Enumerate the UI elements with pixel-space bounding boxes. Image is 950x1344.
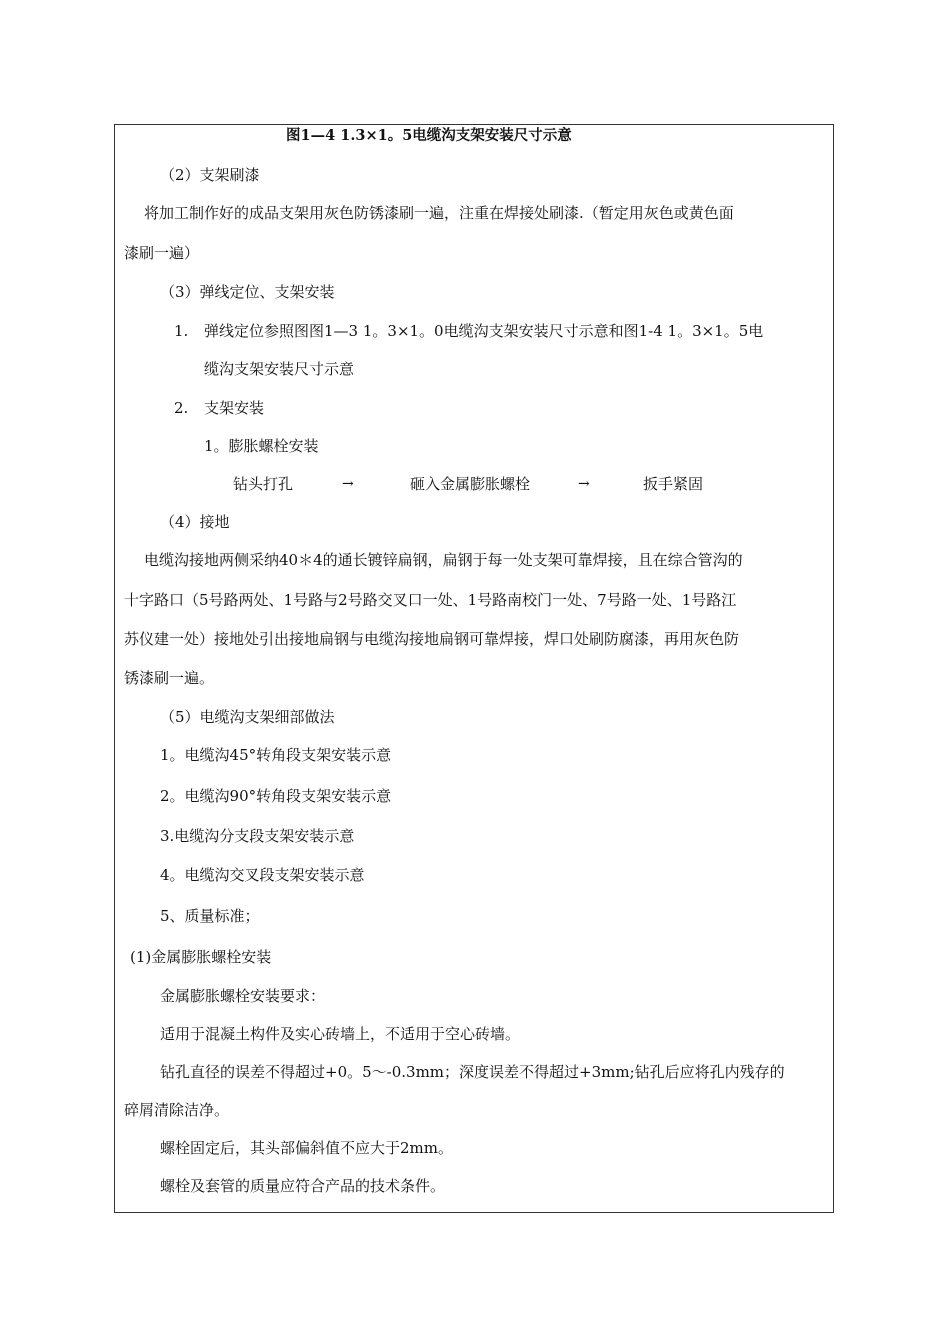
requirements-title: 金属膨胀螺栓安装要求： <box>160 987 326 1005</box>
requirement-2-line-2: 碎屑清除洁净。 <box>124 1101 230 1119</box>
grounding-line-1: 电缆沟接地两侧采纳40＊4的通长镀锌扁钢，扁钢于每一处支架可靠焊接，且在综合管沟的 <box>144 551 743 569</box>
grounding-line-3: 苏仪建一处）接地处引出接地扁钢与电缆沟接地扁钢可靠焊接，焊口处刷防腐漆，再用灰色防 <box>124 630 740 648</box>
paint-text-line-1: 将加工制作好的成品支架用灰色防锈漆刷一遍，注重在焊接处刷漆.（暂定用灰色或黄色面 <box>144 204 734 222</box>
expansion-bolt-subheading: 1。膨胀螺栓安装 <box>204 437 319 455</box>
detail-item-3: 3.电缆沟分支段支架安装示意 <box>160 827 355 845</box>
flow-step-tighten: 扳手紧固 <box>643 475 704 493</box>
flow-step-insert-bolt: 砸入金属膨胀螺栓 <box>410 475 531 493</box>
item-1-line-1: 弹线定位参照图图1—3 1。3×1。0电缆沟支架安装尺寸示意和图1-4 1。3×1。5电 <box>204 322 764 340</box>
flow-step-drill: 钻头打孔 <box>233 475 294 493</box>
section-4-heading: （4）接地 <box>160 513 230 531</box>
quality-subheading: (1)金属膨胀螺栓安装 <box>130 948 272 966</box>
section-3-heading: （3）弹线定位、支架安装 <box>160 283 335 301</box>
item-2-text: 支架安装 <box>204 399 265 417</box>
requirement-1: 适用于混凝土构件及实心砖墙上，不适用于空心砖墙。 <box>160 1025 521 1043</box>
figure-caption: 图1—4 1.3×1。5电缆沟支架安装尺寸示意 <box>286 127 572 144</box>
grounding-line-4: 锈漆刷一遍。 <box>124 669 215 687</box>
item-2-number: 2. <box>174 399 189 417</box>
section-5-heading: （5）电缆沟支架细部做法 <box>160 708 335 726</box>
flow-arrow-1-icon: → <box>342 476 354 492</box>
grounding-line-2: 十字路口（5号路两处、1号路与2号路交叉口一处、1号路南校门一处、7号路一处、1号路江 <box>124 591 737 609</box>
requirement-2-line-1: 钻孔直径的误差不得超过+0。5～-0.3mm；深度误差不得超过+3mm;钻孔后应将孔内残存的 <box>160 1063 785 1081</box>
quality-heading: 5、质量标准； <box>160 907 260 925</box>
detail-item-1: 1。电缆沟45°转角段支架安装示意 <box>160 746 392 764</box>
item-1-line-2: 缆沟支架安装尺寸示意 <box>204 360 355 378</box>
requirement-4: 螺栓及套管的质量应符合产品的技术条件。 <box>160 1177 446 1195</box>
detail-item-2: 2。电缆沟90°转角段支架安装示意 <box>160 787 392 805</box>
paint-text-line-2: 漆刷一遍） <box>124 244 200 262</box>
requirement-3: 螺栓固定后，其头部偏斜值不应大于2mm。 <box>160 1139 453 1157</box>
flow-arrow-2-icon: → <box>578 476 590 492</box>
item-1-number: 1. <box>174 322 189 340</box>
section-2-heading: （2）支架刷漆 <box>160 166 260 184</box>
detail-item-4: 4。电缆沟交叉段支架安装示意 <box>160 866 365 884</box>
